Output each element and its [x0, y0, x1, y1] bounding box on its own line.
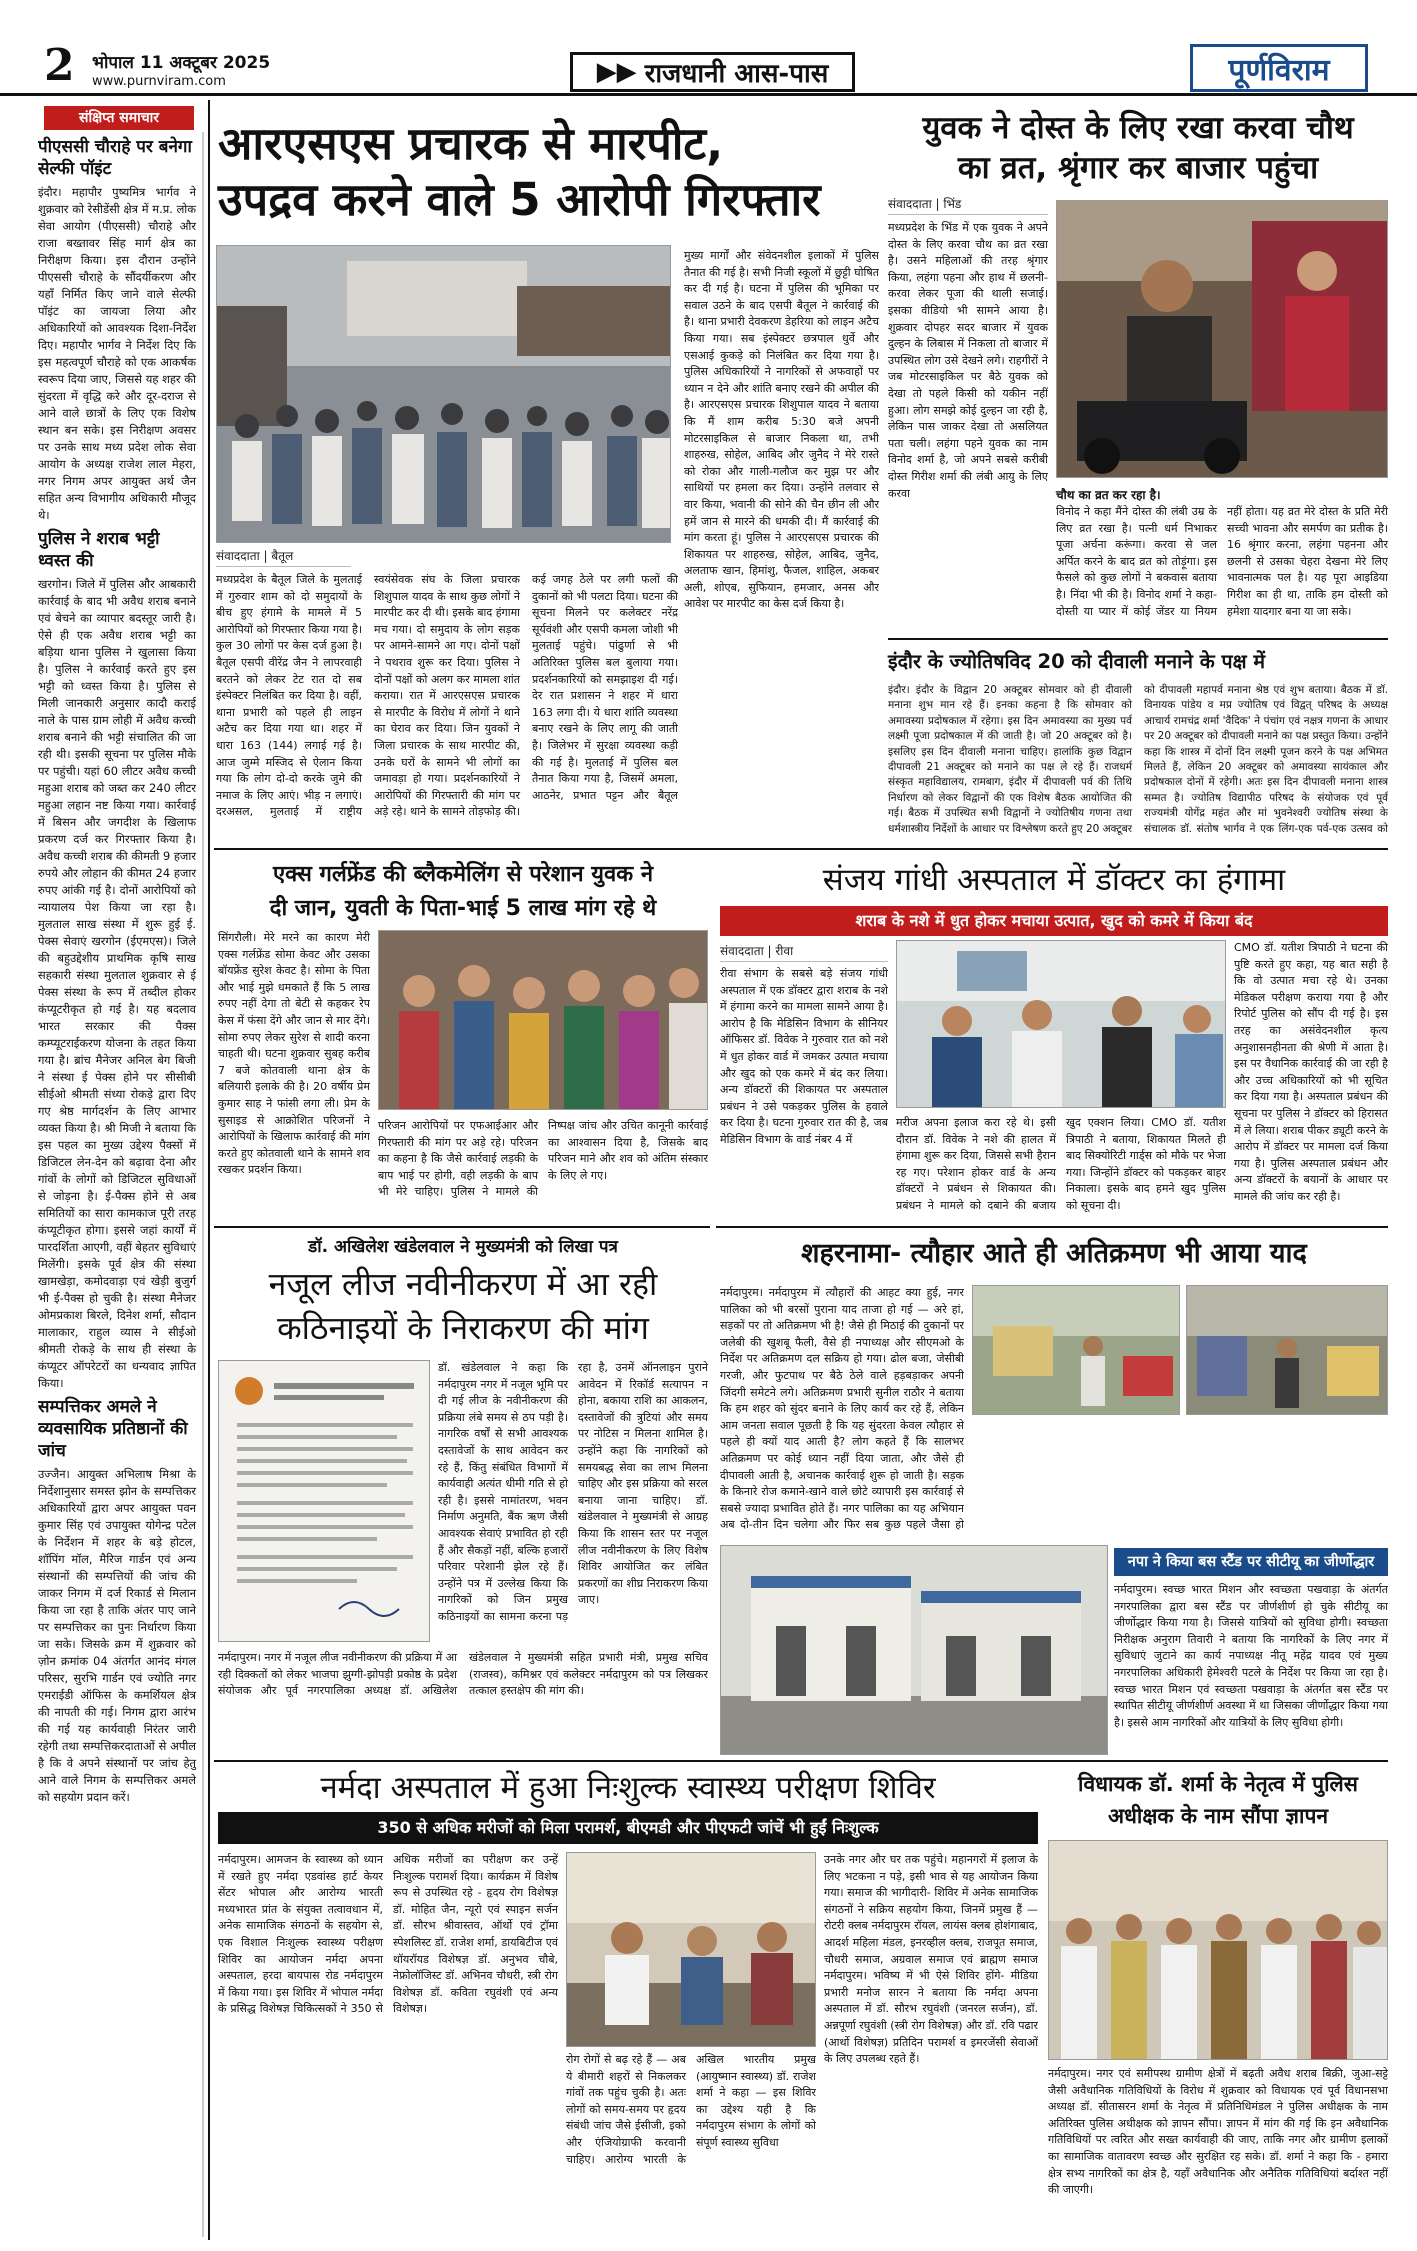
shaharnama-photo-2	[1186, 1285, 1388, 1415]
exgf-body-left: सिंगरौली। मेरे मरने का कारण मेरी एक्स गर्लफ्रेंड सोमा केवट और उसका बॉयफ्रेंड सुरेश केवट है। सोमा के पिता और भाई मुझे धमकाते हैं कि 5 लाख रुपए नहीं देगा तो बेटी से कहकर रेप केस में फंसा देंगे और जान से मार देंगे। सोमा रुपए लेकर सुरेश से शादी करना चाहती थी। घटना शुक्रवार सुबह करीब 7 बजे कोतवाली थाना क्षेत्र के बलियारी इलाके की है। 20 वर्षीय प्रेम कुमार साह ने फांसी लगा ली। प्रेम के सुसाइड से आक्रोशित परिजनों ने आरोपियों के खिलाफ कार्रवाई की मांग करते हुए कोतवाली थाने के सामने शव रखकर प्रदर्शन किया।	[218, 931, 370, 1177]
lead-headline-line-1: आरएसएस प्रचारक से मारपीट,	[218, 117, 724, 170]
brief-headline-property-tax: सम्पत्तिकर अमले ने व्यवसायिक प्रतिष्ठानों की जांच	[38, 1397, 188, 1461]
exgf-headline-line-1: एक्स गर्लफ्रेंड की ब्लैकमेलिंग से परेशान युवक ने	[272, 862, 654, 887]
health-camp-illustration	[567, 1853, 816, 2047]
lead-photo	[216, 245, 671, 543]
najul-headline-line-2: कठिनाइयों के निराकरण की मांग	[277, 1309, 649, 1347]
busstand-body: नर्मदापुरम। स्वच्छ भारत मिशन और स्वच्छता पखवाड़ा के अंतर्गत नगरपालिका द्वारा बस स्टैंड पर जीर्णशीर्ण हो चुके सीटीयू का जीर्णोद्धार किया गया है। जिससे यात्रियों को सुविधा होगी। स्वच्छता निरीक्षक अनुराग तिवारी ने बताया कि नागरिकों के लिए नगर में सुविधाएं जुटाने का कार्य नपाध्यक्ष नीतू महेंद्र यादव एवं मुख्य नगरपालिका अधिकारी हेमेश्वरी पटले के निर्देश पर किया जा रहा है। स्वच्छ भारत मिशन एवं स्वच्छता पखवाड़ा के अंतर्गत बस स्टैंड पर स्थापित सीटीयू जीर्णशीर्ण अवस्था में था जिसका जीर्णोद्धार किया गया है। इससे आम नागरिकों और यात्रियों के लिए सुविधा होगी।	[1114, 1583, 1388, 1729]
protest-crowd-illustration	[379, 931, 708, 1110]
najul-headline-line-1: नजूल लीज नवीनीकरण में आ रही	[268, 1265, 658, 1303]
karva-headline	[888, 108, 1388, 188]
brief-body-selfie: इंदौर। महापौर पुष्यमित्र भार्गव ने शुक्रवार को रेसीडेंसी क्षेत्र में म.प्र. लोक सेवा आयोग (पीएससी) चौराहे और राजा बख्तावर सिंह मार्ग क्षेत्र का निरीक्षण किया। इस दौरान उन्होंने पीएससी चौराहे के सौंदर्यीकरण और यहाँ निर्मित किए जाने वाले सेल्फी पॉइंट का जायजा लिया और अधिकारियों को आवश्यक दिशा-निर्देश दिए। महापौर भार्गव ने निर्देश दिए कि इस महत्वपूर्ण चौराहे को एक आकर्षक स्वरूप दिया जाए, जिससे यह शहर की सुंदरता में वृद्धि करे और दूर-दराज से आने वाले छात्रों के लिए एक विशेष स्थान बन सके। इस निरीक्षण अवसर पर उनके साथ मध्य प्रदेश लोक सेवा आयोग के अध्यक्ष राजेश लाल मेहरा, नगर निगम अपर आयुक्त अर्थ जैन सहित अन्य विभागीय अधिकारी मौजूद थे।	[38, 185, 196, 522]
newspaper-logo: पूर्णविराम	[1190, 44, 1368, 92]
vidhayak-headline-line-2: अधीक्षक के नाम सौंपा ज्ञापन	[1107, 1804, 1329, 1828]
market-street-illustration	[1187, 1286, 1388, 1415]
najul-body-right: डॉ. खंडेलवाल ने कहा कि नर्मदापुरम नगर में नजूल भूमि पर दी गई लीज के नवीनीकरण की प्रक्रिया लंबे समय से ठप पड़ी है। नागरिक वर्षों से सभी आवश्यक दस्तावेजों के साथ आवेदन कर रहे हैं, किंतु संबंधित विभागों में कार्यवाही अत्यंत धीमी गति से हो रही है। इससे नामांतरण, भवन निर्माण अनुमति, बैंक ऋण जैसी आवश्यक सेवाएं प्रभावित हो रही हैं और सैकड़ों नहीं, बल्कि हजारों परिवार परेशानी झेल रहे हैं। उन्होंने पत्र में उल्लेख किया कि नागरिकों को जिन प्रमुख कठिनाइयों का सामना करना पड़ रहा है, उनमें ऑनलाइन पुराने आवेदन में रिकॉर्ड सत्यापन न होना, बकाया राशि का आकलन, दस्तावेजों की त्रुटियां और समय पर नोटिस न मिलना शामिल है। उन्होंने कहा कि नागरिकों को समयबद्ध सेवा का लाभ मिलना चाहिए और इस प्रक्रिया को सरल बनाया जाना चाहिए। डॉ. खंडेलवाल ने मुख्यमंत्री से आग्रह किया कि शासन स्तर पर नजूल लीज नवीनीकरण के लिए विशेष शिविर आयोजित कर लंबित प्रकरणों का शीघ्र निराकरण किया जाए।	[438, 1361, 708, 1623]
sanjay-byline: संवाददाता | रीवा	[720, 942, 888, 962]
karva-caption: चौथ का व्रत कर रहा है।	[1056, 488, 1161, 502]
sanjay-photo	[896, 940, 1226, 1108]
left-news-column	[38, 132, 204, 2237]
shaharnama-photo-1	[972, 1285, 1180, 1415]
crowd-photo-illustration	[217, 246, 671, 543]
busstand-headline: नपा ने किया बस स्टैंड पर सीटीयू का जीर्णोद्धार	[1114, 1548, 1388, 1576]
lead-headline-line-2: उपद्रव करने वाले 5 आरोपी गिरफ्तार	[218, 173, 821, 226]
encroachment-drive-illustration	[973, 1286, 1180, 1415]
hospital-scene-illustration	[897, 941, 1226, 1108]
narmada-photo	[566, 1852, 816, 2047]
narmada-body-right: उनके नगर और घर तक पहुंचे। महानगरों में इलाज के लिए भटकना न पड़े, इसी भाव से यह आयोजन किया गया। समाज की भागीदारी- शिविर में अनेक सामाजिक संगठनों ने सक्रिय सहयोग किया, जिनमें प्रमुख हैं — रोटरी क्लब नर्मदापुरम रॉयल, लायंस क्लब होशंगाबाद, आदर्श महिला मंडल, इनरव्हील क्लब, राजपूत समाज, चौधरी समाज, अग्रवाल समाज एवं ब्राह्मण समाज नर्मदापुरम। भविष्य में भी ऐसे शिविर होंगे- मीडिया प्रभारी मनोज सारन ने बताया कि नर्मदा अपना अस्पताल में डॉ. सौरभ रघुवंशी (जनरल सर्जन), डॉ. अन्नपूर्णा रघुवंशी (स्त्री रोग विशेषज्ञ) और डॉ. रवि पढार (आर्थो विशेषज्ञ) प्रतिदिन परामर्श व इमरजेंसी सेवाओं के लिए उपलब्ध रहते हैं।	[824, 1853, 1038, 2066]
narmada-subheadline: 350 से अधिक मरीजों को मिला परामर्श, बीएमडी और पीएफटी जांचें भी हुईं निःशुल्क	[218, 1812, 1038, 1844]
brief-body-property-tax: उज्जैन। आयुक्त अभिलाष मिश्रा के निर्देशानुसार समस्त झोन के सम्पत्तिकर अधिकारियों द्वारा अपर आयुक्त पवन कुमार सिंह एवं उपायुक्त योगेन्द्र पटेल के निर्देशन में शहर के बड़े होटल, शॉपिंग मॉल, मैरिज गार्डन एवं अन्य संस्थानों की सम्पत्तियों की जांच की जाकर निगम में दर्ज रिकार्ड से मिलान किया जा रहा है ताकि अंतर पाए जाने पर सम्पत्तिकर का पुनः निर्धारण किया जा सके। जिसके क्रम में शुक्रवार को ज़ोन क्रमांक 04 अंतर्गत आनंद मंगल परिसर, सुरभि गार्डन एवं ज्योति नगर एमराईडी ऑफिस के कमर्शियल क्षेत्र की नापती की गई। निगम द्वारा आरंभ की गई यह कार्यवाही निरंतर जारी रहेगी तथा सम्पत्तिकरदाताओं से अपील है कि वे अपने संस्थानों पर जांच हेतु आने वाले निगम के सम्पत्तिकर अमले को सहयोग प्रदान करें।	[38, 1467, 196, 1804]
shaharnama-body-cont	[972, 1422, 1388, 1538]
divider	[214, 1226, 710, 1228]
divider	[716, 1226, 1388, 1228]
narmada-headline: नर्मदा अस्पताल में हुआ निःशुल्क स्वास्थ्य परीक्षण शिविर	[320, 1770, 936, 1806]
brief-headline-liquor: पुलिस ने शराब भट्टी ध्वस्त की	[38, 529, 160, 571]
karva-headline-line-1: युवक ने दोस्त के लिए रखा करवा चौथ	[922, 110, 1354, 146]
karva-byline-reporter: संवाददाता	[888, 197, 932, 211]
sanjay-body-mid: मरीज अपना इलाज करा रहे थे। इसी दौरान डॉ. विवेक ने नशे की हालत में हंगामा शुरू कर दिया, जिससे सभी हैरान रह गए। परेशान होकर वार्ड के अन्य डॉक्टरों ने प्रबंधन से शिकायत की। प्रबंधन ने मामले को दबाने की बजाय खुद एक्शन लिया। CMO डॉ. यतीश त्रिपाठी ने बताया, शिकायत मिलते ही बाद सिक्योरिटी गार्ड्स को मौके पर भेजा गया। जिन्होंने डॉक्टर को पकड़कर बाहर निकाला। इसके बाद हमने खुद पुलिस को सूचना दी।	[896, 1116, 1226, 1212]
exgf-headline	[218, 858, 708, 926]
diwali-headline: इंदौर के ज्योतिषविद 20 को दीवाली मनाने के पक्ष में	[888, 650, 1266, 673]
vidhayak-headline-line-1: विधायक डॉ. शर्मा के नेतृत्व में पुलिस	[1078, 1772, 1358, 1796]
brief-body-liquor: खरगोन। जिले में पुलिस और आबकारी कार्रवाई के बाद भी अवैध शराब बनाने एवं बेचने का व्यापार बदस्तूर जारी है। ऐसे ही एक अवैध शराब भट्टी का बड़िया थाना पुलिस ने खुलासा किया है। पुलिस ने कार्रवाई करते हुए इस भट्टी को ध्वस्त किया है। पुलिस से मिली जानकारी अनुसार कादौ कराई नाले के पास ग्राम लोही में अवैध कच्ची शराब बनाने की भट्टी संचालित की जा रही थी। इसकी सूचना पर पुलिस मौके पर पहुंची। यहां 60 लीटर अवैध कच्ची महुआ शराब को जब्त कर 240 लीटर महुआ लहान नष्ट किया गया। कार्रवाई में बिसन और जगदीश के खिलाफ प्रकरण दर्ज कर गिरफ्तार किया है। अवैध कच्ची शराब की कीमती 9 हजार रुपये और लोहान की कीमत 24 हजार रुपए आंकी गई है। दोनों आरोपियों को न्यायालय पेश किया जा रहा है। मुलताल साख संस्था में शुरू हुई ई. पेक्स सेवाएं खरगोन (ईएमएस)। जिले की बहुउद्देशीय प्राथमिक कृषि साख सहकारी संस्था मुलताल शुक्रवार से ई पेक्स संस्था के रूप में तब्दील होकर कंप्यूटरीकृत हो गई है। यह बदलाव भारत सरकार की पैक्स कम्प्यूटराईकरण योजना के तहत किया गया है। ब्रांच मैनेजर अनिल बेग बिजी ने संस्था ई पेक्स होने पर सीसीबी सीईओ श्रीमती संध्या रोकड़े द्वारा दिए गए श्रेष्ठ मार्गदर्शन के लिए आभार व्यक्त किया है। श्री मिजी ने बताया कि इस पहल का मुख्य उद्देश्य पैक्सों में डिजिटल लेन-देन को बढ़ावा देना और गांवों के लोगों को डिजिटल सुविधाओं से जोड़ना है। ई-पैक्स होने से अब समितियों का सारा कामकाज पूरी तरह कंप्यूटीकृत होगा। इससे जहां कार्यों में पारदर्शिता आएगी, वहीं बेहतर सुविधाएं मिलेंगी। इसके पूर्व क्षेत्र की संस्था खामखेड़ा, कमोदवाड़ा एवं खेड़ी बुजुर्ग भी ई-पैक्स हो चुकी है। संस्था मैनेजर ओमप्रकाश बिरले, दिनेश शर्मा, सौदान मालाकार, राहुल व्यास ने सीईओ श्रीमती रोकड़े के साथ ही संस्था के कंप्यूटर ऑपरेटरों का धन्यवाद ज्ञापित किया।	[38, 577, 196, 1390]
toilet-block-illustration	[721, 1546, 1108, 1755]
sanjay-body-right: CMO डॉ. यतीश त्रिपाठी ने घटना की पुष्टि करते हुए कहा, यह बात सही है कि वो उत्पात मचा रहे थे। उनका मेडिकल परीक्षण कराया गया है और रिपोर्ट पुलिस को सौंप दी गई है। इस तरह का असंवेदनशील कृत्य अनुशासनहीनता की श्रेणी में आता है। इस पर वैधानिक कार्रवाई की जा रही है और उच्च अधिकारियों को भी सूचित कर दिया गया है। अस्पताल प्रबंधन की सूचना पर पुलिस ने डॉक्टर को हिरासत में ले लिया। शराब पीकर ड्यूटी करने के आरोप में डॉक्टर पर मामला दर्ज किया गया है। पुलिस अस्पताल प्रबंधन और अन्य डॉक्टरों के बयानों के आधार पर मामले की जांच कर रही है।	[1234, 941, 1388, 1203]
memorandum-meeting-illustration	[1049, 1841, 1388, 2060]
narmada-body-left: नर्मदापुरम। आमजन के स्वास्थ्य को ध्यान में रखते हुए नर्मदा एडवांस्ड हार्ट केयर सेंटर भोपाल और आरोग्य भारती मध्यभारत प्रांत के संयुक्त तत्वावधान में, अनेक सामाजिक संगठनों के सहयोग से, एक विशाल निःशुल्क स्वास्थ्य परीक्षण शिविर का आयोजन नर्मदा अपना अस्पताल, हरदा बायपास रोड नर्मदापुरम में किया गया। इस शिविर में भोपाल नर्मदा के प्रसिद्ध विशेषज्ञ चिकित्सकों ने 350 से अधिक मरीजों का परीक्षण कर उन्हें निःशुल्क परामर्श दिया। कार्यक्रम में विशेष रूप से उपस्थित रहे - हृदय रोग विशेषज्ञ डॉ. मोहित जैन, न्यूरो एवं स्पाइन सर्जन डॉ. सौरभ श्रीवास्तव, ऑर्थो एवं ट्रॉमा स्पेशलिस्ट डॉ. राजेश शर्मा, डायबिटीज एवं थॉयरॉयड विशेषज्ञ डॉ. अनुभव चौबे, नेफ्रोलॉजिस्ट डॉ. अभिनव चौधरी, स्त्री रोग विशेषज्ञ डॉ. कविता रघुवंशी एवं अन्य विशेषज्ञ।	[218, 1853, 558, 2016]
exgf-headline-line-2: दी जान, युवती के पिता-भाई 5 लाख मांग रहे थे	[269, 896, 657, 921]
najul-letter-photo	[218, 1360, 430, 1642]
section-label: राजधानी आस-पास	[644, 59, 829, 89]
najul-body-bottom: नर्मदापुरम। नगर में नजूल लीज नवीनीकरण की प्रक्रिया में आ रही दिक्कतों को लेकर भाजपा झुग्गी-झोपड़ी प्रकोष्ठ के प्रदेश संयोजक और पूर्व नगरपालिका अध्यक्ष डॉ. अखिलेश खंडेलवाल ने मुख्यमंत्री सहित प्रभारी मंत्री, प्रमुख सचिव (राजस्व), कमिश्नर एवं कलेक्टर नर्मदापुरम को पत्र लिखकर तत्काल हस्तक्षेप की मांग की।	[218, 1651, 708, 1698]
shaharnama-body: नर्मदापुरम। नर्मदापुरम में त्यौहारों की आहट क्या हुई, नगर पालिका को भी बरसों पुराना याद ताजा हो गई — अरे हां, सड़कों पर तो अतिक्रमण भी है! जैसे ही मिठाई की दुकानों पर जलेबी की खुशबू फैली, वैसे ही नपाध्यक्ष और सीएमओ के निर्देश पर अतिक्रमण दल सक्रिय हो गया। ढोल बजा, जेसीबी गरजी, और फुटपाथ पर बैठे ठेले वाले हड़बड़ाकर अपनी जिंदगी समेटने लगे। अतिक्रमण प्रभारी सुनील राठौर ने बताया कि हम शहर को सुंदर बनाने के लिए कार्य कर रहे हैं, लेकिन आम जनता सवाल पूछती है कि यह सुंदरता केवल त्यौहार से पहले ही क्यों याद आती है? लोग कहते हैं कि सालभर अतिक्रमण पर कोई ध्यान नहीं दिया जाता, और जैसे ही दीपावली आती है, अचानक कार्रवाई शुरू हो जाती है। सड़क के किनारे रोज कमाने-खाने वाले छोटे व्यापारी इस कार्रवाई से सबसे ज्यादा प्रभावित होते हैं। नगर पालिका का यह अभियान अब दो-तीन दिन चलेगा और फिर सब कुछ पहले जैसा हो	[720, 1286, 964, 1532]
groom-on-bike-illustration	[1057, 201, 1388, 478]
lead-body-right: मुख्य मार्गों और संवेदनशील इलाकों में पुलिस तैनात की गई है। सभी निजी स्कूलों में छुट्टी घोषित कर दी गई है। घटना में पुलिस की भूमिका पर सवाल उठने के बाद एसपी बैतूल ने कार्रवाई की है। थाना प्रभारी देवकरण डेहरिया को लाइन अटैच किया गया। सब इंस्पेक्टर छत्रपाल धुर्वे और एसआई कुकड़े को निलंबित कर दिया गया है। पुलिस अधिकारियों ने नागरिकों से अफवाहों पर ध्यान न देने और शांति बनाए रखने की अपील की है। आरएसएस प्रचारक शिशुपाल यादव ने बताया कि मैं शाम करीब 5:30 बजे अपनी मोटरसाइकिल से बाजार निकला था, तभी शाहरुख, सोहेल, आबिद और जुनैद ने मेरे रास्ते को रोका और गाली-गलौज कर मुझ पर और साथियों पर हमला कर दिया। उन्होंने तलवार से वार किया, भवानी की सोने की चैन छीन ली और हमें जान से मारने की धमकी दी। मैं कार्रवाई की मांग करता हूं। पुलिस ने आरएसएस प्रचारक की शिकायत पर शाहरुख, सोहेल, आबिद, जुनैद, अलताफ खान, हिमांशु, फैजल, शाहिल, अकबर अली, शोएब, सुफियान, हमजार, अनस और आवेश पर मारपीट का केस दर्ज किया है।	[684, 249, 879, 611]
section-title	[570, 52, 855, 92]
divider	[214, 1760, 1388, 1762]
lead-byline-reporter: संवाददाता	[216, 549, 260, 563]
exgf-photo	[378, 930, 708, 1110]
brief-news-tag: संक्षिप्त समाचार	[44, 106, 194, 130]
exgf-body-bottom: परिजन आरोपियों पर एफआईआर और गिरफ्तारी की मांग पर अड़े रहे। परिजन का कहना है कि जैसे कार्रवाई लड़की के बाप भाई पर होगी, वही लड़की के बाप भी मेरे चाहिए। पुलिस ने मामले की निष्पक्ष जांच और उचित कानूनी कार्रवाई का आश्वासन दिया है, जिसके बाद परिजन माने और शव को अंतिम संस्कार के लिए ले गए।	[378, 1119, 708, 1199]
karva-body-bottom: विनोद ने कहा मैंने दोस्त की लंबी उम्र के लिए व्रत रखा है। पत्नी धर्म निभाकर पूजा अर्चना करूंगा। करवा से जल अर्पित करने के बाद व्रत को तोड़ूंगा। इस फैसले को कुछ लोगों ने बकवास बताया है। निंदा भी की है। विनोद शर्मा ने कहा- दोस्ती या प्यार में कोई जेंडर या नियम नहीं होता। यह व्रत मेरे दोस्त के प्रति मेरी सच्ची भावना और समर्पण का प्रतीक है। 16 श्रृंगार करना, लहंगा पहनना और छलनी से उसका चेहरा देखना मेरे लिए भावनात्मक पल है। यह पूरा आइडिया गिरीश का ही था, ताकि हम दोस्ती को हमेशा यादगार बना या जा सके।	[1056, 505, 1388, 618]
vidhayak-headline	[1048, 1768, 1388, 1832]
sanjay-body-left: रीवा संभाग के सबसे बड़े संजय गांधी अस्पताल में एक डॉक्टर द्वारा शराब के नशे में हंगामा करने का मामला सामने आया है। आरोप है कि मेडिसिन विभाग के सीनियर ऑफिसर डॉ. विवेक ने गुरुवार रात को नशे में धुत होकर वार्ड में जमकर उत्पात मचाया और खुद को एक कमरे में बंद कर लिया। अन्य डॉक्टरों की शिकायत पर अस्पताल प्रबंधन ने उसे पकड़कर पुलिस के हवाले कर दिया है। घटना गुरुवार रात की है, जब मेडिसिन विभाग के वार्ड नंबर 4 में	[720, 967, 888, 1146]
masthead	[0, 0, 1417, 96]
lead-byline: संवाददाता | बैतूल	[216, 547, 351, 567]
lead-headline	[218, 116, 878, 228]
letter-document-illustration	[219, 1361, 430, 1642]
karva-byline-place: भिंड	[943, 197, 962, 211]
sanjay-byline-place: रीवा	[775, 944, 794, 958]
lead-body-bottom: मध्यप्रदेश के बैतूल जिले के मुलताई में गुरुवार शाम को दो समुदायों के बीच हुए हंगामे के मामले में 5 आरोपियों को गिरफ्तार किया गया है। कुल 30 लोगों पर केस दर्ज हुआ है। बैतूल एसपी वीरेंद्र जैन ने लापरवाही बरतने को लेकर टेट रात दो सब इंस्पेक्टर निलंबित कर दिया है। वहीं, थाना प्रभारी को पहले ही लाइन अटैच कर दिया गया था। शहर में धारा 163 (144) लगाई गई है। आज जुम्मे मस्जिद से ऐलान किया गया कि लोग दो-दो करके जुमे की नमाज के लिए आएं। भीड़ न लगाएं। दरअसल, मुलताई में राष्ट्रीय स्वयंसेवक संघ के जिला प्रचारक शिशुपाल यादव के साथ कुछ लोगों ने मारपीट कर दी थी। इसके बाद हंगामा मच गया। दो समुदाय के लोग सड़क पर आमने-सामने आ गए। दोनों पक्षों ने पथराव शुरू कर दिया। पुलिस ने दोनों पक्षों को अलग कर मामला शांत कराया। रात में आरएसएस प्रचारक से मारपीट के विरोध में लोगों ने थाने का घेराव कर दिया। जिन युवकों ने जिला प्रचारक के साथ मारपीट की, उनके घरों के सामने भी लोगों का जमावड़ा हो गया। प्रदर्शनकारियों ने आरोपियों की गिरफ्तारी की मांग पर अड़े रहे। थाने के सामने तोड़फोड़ की। कई जगह ठेले पर लगी फलों की दुकानों को भी पलटा दिया। घटना की सूचना मिलने पर कलेक्टर नरेंद्र सूर्यवंशी और एसपी कमला जोशी भी मुलताई पहुंचे। पांढुर्णा से भी अतिरिक्त पुलिस बल बुलाया गया। प्रदर्शनकारियों को समझाइश दी गई। देर रात प्रशासन ने शहर में धारा 163 लगा दी। ये धारा शांति व्यवस्था बनाए रखने के लिए लागू की जाती है। जिलेभर में सुरक्षा व्यवस्था कड़ी की गई है। मुलताई में पुलिस बल तैनात किया गया है, जिसमें अमला, आठनेर, प्रभात पट्टन और बैतूल	[216, 573, 678, 819]
brief-headline-selfie: पीएससी चौराहे पर बनेगा सेल्फी पॉइंट	[38, 137, 192, 179]
shaharnama-headline: शहरनामा- त्यौहार आते ही अतिक्रमण भी आया याद	[801, 1238, 1307, 1269]
divider	[214, 848, 1388, 850]
vidhayak-body: नर्मदापुरम। नगर एवं समीपस्थ ग्रामीण क्षेत्रों में बढ़ती अवैध शराब बिक्री, जुआ-सट्टे जैसी अवैधानिक गतिविधियों के विरोध में शुक्रवार को विधायक एवं पूर्व विधानसभा अध्यक्ष डॉ. सीतासरन शर्मा के नेतृत्व में प्रतिनिधिमंडल ने पुलिस अधीक्षक के नाम अतिरिक्त पुलिस अधीक्षक को ज्ञापन सौंपा। ज्ञापन में मांग की गई कि इन अवैधानिक गतिविधियों पर त्वरित और सख्त कार्यवाही की जाए, ताकि नगर और ग्रामीण इलाकों का सामाजिक वातावरण स्वच्छ और सुरक्षित रह सके। डॉ. शर्मा ने कहा कि - हमारा क्षेत्र सभ्य नागरिकों का क्षेत्र है, यहाँ अवैधानिक और अनैतिक गतिविधियां बर्दाश्त नहीं की जाएगी।	[1048, 2067, 1388, 2197]
karva-photo	[1056, 200, 1388, 478]
vidhayak-photo	[1048, 1840, 1388, 2060]
website-url[interactable]: www.purnviram.com	[92, 74, 226, 89]
double-arrow-icon: ▶▶	[596, 57, 637, 87]
lead-byline-place: बैतूल	[271, 549, 294, 563]
sanjay-byline-reporter: संवाददाता	[720, 944, 764, 958]
edition-date: भोपाल 11 अक्टूबर 2025	[92, 53, 271, 73]
column-divider	[208, 100, 210, 2240]
karva-body-top: मध्यप्रदेश के भिंड में एक युवक ने अपने दोस्त के लिए करवा चौथ का व्रत रखा है। उसने महिलाओं की तरह श्रृंगार किया, लहंगा पहना और हाथ में छलनी-करवा लेकर पूजा की थाली सजाई। इसका वीडियो भी सामने आया है। शुक्रवार दोपहर सदर बाजार में युवक दुल्हन के लिबास में निकला तो बाजार में उपस्थित लोग उसे देखने लगे। राहगीरों ने जब मोटरसाइकिल पर बैठे युवक को देखा तो पहले किसी को यकीन नहीं हुआ। लोग समझे कोई दुल्हन जा रही है, लेकिन पास जाकर देखा तो असलियत पता चली। लहंगा पहने युवक का नाम विनोद शर्मा है, जो अपने सबसे करीबी दोस्त गिरीश शर्मा की लंबी आयु के लिए करवा	[888, 221, 1048, 500]
diwali-body: इंदौर। इंदौर के विद्वान 20 अक्टूबर सोमवार को ही दीवाली मनाना शुभ मान रहे हैं। इनका कहना है कि सोमवार को अमावस्या प्रदोषकाल में रहेगा। इस दिन अमावस्या का मुख्य पर्व लक्ष्मी पूजा प्रदोषकाल में की जाती है। जो 20 अक्टूबर को है। इसलिए इस दिन दीवाली मनाना चाहिए। हालांकि कुछ विद्वान दीपावली 21 अक्टूबर को मनाने का पक्ष ले रहे हैं। राजधर्म संस्कृत महाविद्यालय, रामबाग, इंदौर में दीपावली पर्व की तिथि निर्धारण को लेकर विद्वानों की एक विशेष बैठक आयोजित की गई। बैठक में उपस्थित सभी विद्वानों ने ज्योतिषीय गणना तथा धर्मशास्त्रीय निर्देशों के आधार पर विश्लेषण करते हुए 20 अक्टूबर को दीपावली महापर्व मनाना श्रेष्ठ एवं शुभ बताया। बैठक में डॉ. विनायक पांडेय व मप्र ज्योतिष एवं विद्वत् परिषद के अध्यक्ष आचार्य रामचंद्र शर्मा 'वैदिक' ने पंचांग एवं नक्षत्र गणना के आधार पर 20 अक्टूबर को दीपावली मनाने का पक्ष प्रस्तुत किया। उन्होंने कहा कि शास्त्र में दोनों दिन लक्ष्मी पूजन करने के पक्ष अभिमत मिलते हैं, लेकिन 20 अक्टूबर को अमावस्या सायंकाल और प्रदोषकाल दोनों में रहेगी। अतः इस दिन दीपावली मनाना शास्त्र सम्मत है। ज्योतिष विद्यापीठ परिषद के संयोजक एवं पूर्व राज्यमंत्री योगेंद्र महंत और मां भुवनेश्वरी ज्योतिष संस्था के संचालक डॉ. संतोष भार्गव ने एक लिंग-एक पर्व-एक उत्सव को	[888, 684, 1388, 835]
karva-byline: संवाददाता | भिंड	[888, 195, 1048, 215]
sanjay-headline: संजय गांधी अस्पताल में डॉक्टर का हंगामा	[822, 862, 1286, 898]
karva-headline-line-2: का व्रत, श्रृंगार कर बाजार पहुंचा	[957, 150, 1319, 186]
page-number: 2	[44, 40, 75, 91]
narmada-body-mid: रोग रोगों से बढ़ रहे हैं — अब ये बीमारी शहरों से निकलकर गांवों तक पहुंच चुकी है। अतः लोगों को समय-समय पर हृदय संबंधी जांच जैसे ईसीजी, इको और एंजियोग्राफी करवानी चाहिए। आरोग्य भारती के अखिल भारतीय प्रमुख (आयुष्मान स्वास्थ्य) डॉ. राजेश शर्मा ने कहा — इस शिविर का उद्देश्य यही है कि नर्मदापुरम संभाग के लोगों को संपूर्ण स्वास्थ्य सुविधा	[566, 2053, 816, 2166]
divider	[888, 638, 1388, 640]
busstand-photo	[720, 1545, 1108, 1755]
najul-kicker: डॉ. अखिलेश खंडेलवाल ने मुख्यमंत्री को लिखा पत्र	[308, 1237, 618, 1257]
najul-headline	[218, 1262, 708, 1350]
sanjay-subheadline: शराब के नशे में धुत होकर मचाया उत्पात, खुद को कमरे में किया बंद	[720, 906, 1388, 936]
